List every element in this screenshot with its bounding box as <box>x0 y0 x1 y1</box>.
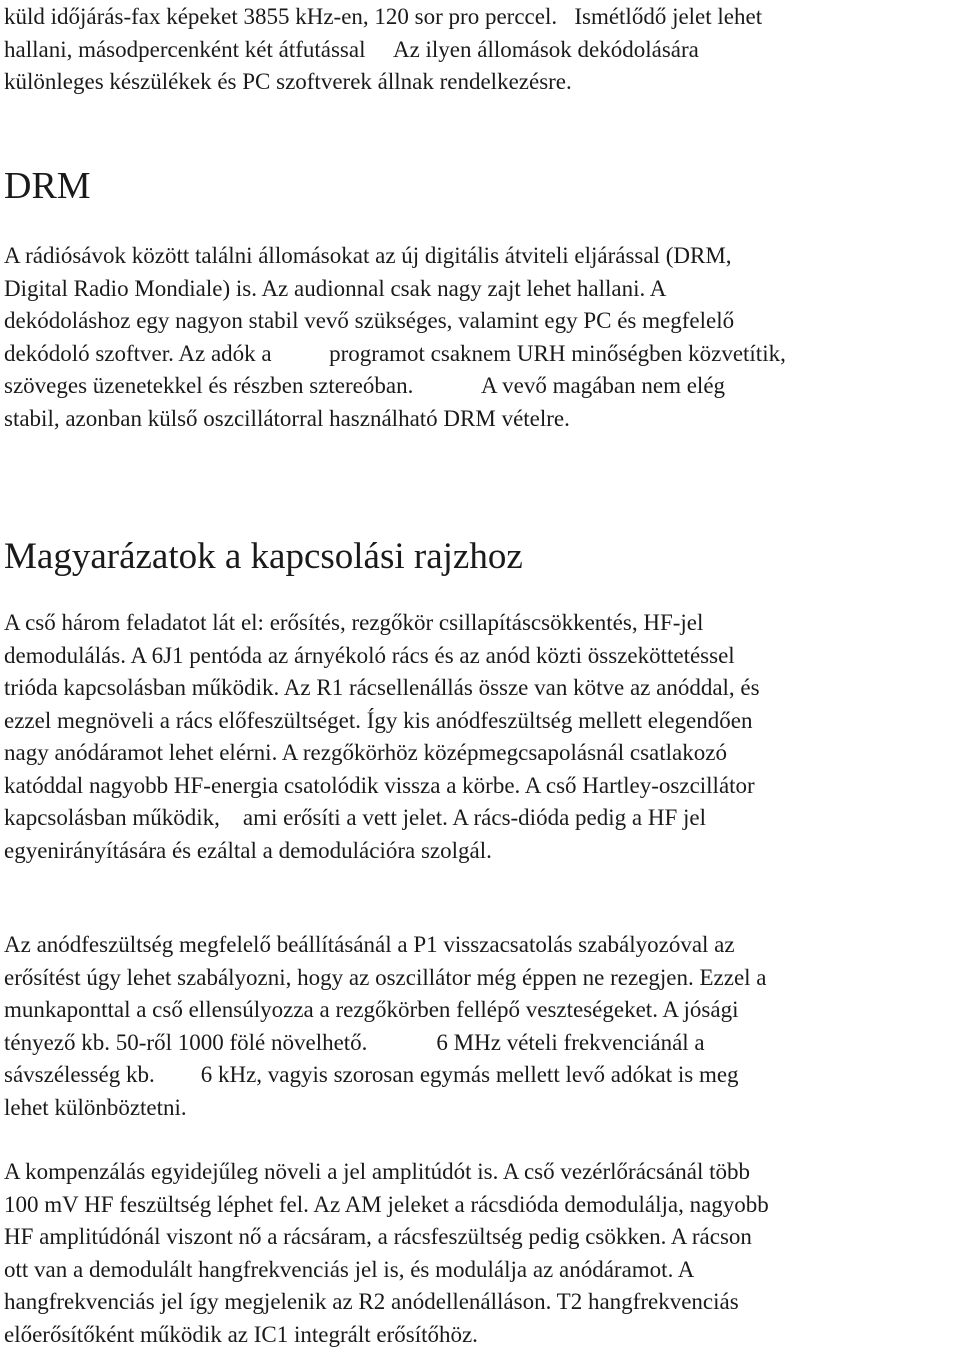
explanation-paragraph-2 <box>4 929 767 1124</box>
paragraph-line: lehet különböztetni. <box>4 1094 187 1120</box>
drm-line: Digital Radio Mondiale) is. Az audionnal csak nagy zajt lehet hallani. A <box>4 275 667 301</box>
drm-paragraph <box>4 240 786 435</box>
paragraph-line: 100 mV HF feszültség léphet fel. Az AM jeleket a rácsdióda demodulálja, nagyobb <box>4 1191 769 1217</box>
intro-line: különleges készülékek és PC szoftverek állnak rendelkezésre. <box>4 69 572 94</box>
drm-line: dekódoláshoz egy nagyon stabil vevő szükséges, valamint egy PC és megfelelő <box>4 308 735 333</box>
paragraph-line: katóddal nagyobb HF-energia csatolódik vissza a körbe. A cső Hartley-oszcillátor <box>4 772 755 798</box>
paragraph-line: tényező kb. 50-ről 1000 fölé növelhető. 6 MHz vételi frekvenciánál a <box>4 1029 705 1055</box>
drm-heading: DRM <box>4 165 91 207</box>
paragraph-line: A kompenzálás egyidejűleg növeli a jel amplitúdót is. A cső vezérlőrácsánál több <box>4 1159 751 1184</box>
paragraph-line: demodulálás. A 6J1 pentóda az árnyékoló rács és az anód közti összeköttetéssel <box>4 642 735 668</box>
paragraph-line: ott van a demodulált hangfrekvenciás jel is, és modulálja az anódáramot. A <box>4 1256 695 1282</box>
intro-line: hallani, másodpercenként két átfutással Az ilyen állomások dekódolására <box>4 36 699 62</box>
paragraph-line: kapcsolásban működik, ami erősíti a vett jelet. A rács-dióda pedig a HF jel <box>4 805 706 830</box>
paragraph-line: egyenirányítására és ezáltal a demodulációra szolgál. <box>4 837 492 863</box>
paragraph-line: ezzel megnöveli a rács előfeszültséget. Így kis anódfeszültség mellett elegendően <box>4 707 753 733</box>
paragraph-line: sávszélesség kb. 6 kHz, vagyis szorosan egymás mellett levő adókat is meg <box>4 1062 739 1087</box>
drm-line: A rádiósávok között találni állomásokat az új digitális átviteli eljárással (DRM, <box>4 243 732 268</box>
paragraph-line: A cső három feladatot lát el: erősítés, rezgőkör csillapításcsökkentés, HF-jel <box>4 610 704 635</box>
paragraph-line: Az anódfeszültség megfelelő beállításánál a P1 visszacsatolás szabályozóval az <box>4 932 735 957</box>
drm-line: stabil, azonban külső oszcillátorral használható DRM vételre. <box>4 405 570 431</box>
intro-line: küld időjárás-fax képeket 3855 kHz-en, 120 sor pro perccel. Ismétlődő jelet lehet <box>4 4 763 29</box>
explanation-paragraph-3 <box>4 1156 769 1351</box>
paragraph-line: trióda kapcsolásban működik. Az R1 rácsellenállás össze van kötve az anóddal, és <box>4 675 760 700</box>
drm-line: dekódoló szoftver. Az adók a programot csaknem URH minőségben közvetítik, <box>4 340 786 366</box>
explanation-heading: Magyarázatok a kapcsolási rajzhoz <box>4 536 523 577</box>
paragraph-line: erősítést úgy lehet szabályozni, hogy az oszcillátor még éppen ne rezegjen. Ezzel a <box>4 964 767 990</box>
paragraph-line: nagy anódáramot lehet elérni. A rezgőkörhöz középmegcsapolásnál csatlakozó <box>4 740 727 765</box>
drm-line: szöveges üzenetekkel és részben sztereóban. A vevő magában nem elég <box>4 373 726 398</box>
explanation-paragraph-1 <box>4 607 760 867</box>
paragraph-line: HF amplitúdónál viszont nő a rácsáram, a rácsfeszültség pedig csökken. A rácson <box>4 1224 752 1249</box>
paragraph-line: előerősítőként működik az IC1 integrált erősítőhöz. <box>4 1321 478 1347</box>
intro-paragraph <box>4 1 762 99</box>
paragraph-line: munkaponttal a cső ellensúlyozza a rezgőkörben fellépő veszteségeket. A jósági <box>4 997 739 1022</box>
paragraph-line: hangfrekvenciás jel így megjelenik az R2 anódellenálláson. T2 hangfrekvenciás <box>4 1289 739 1314</box>
